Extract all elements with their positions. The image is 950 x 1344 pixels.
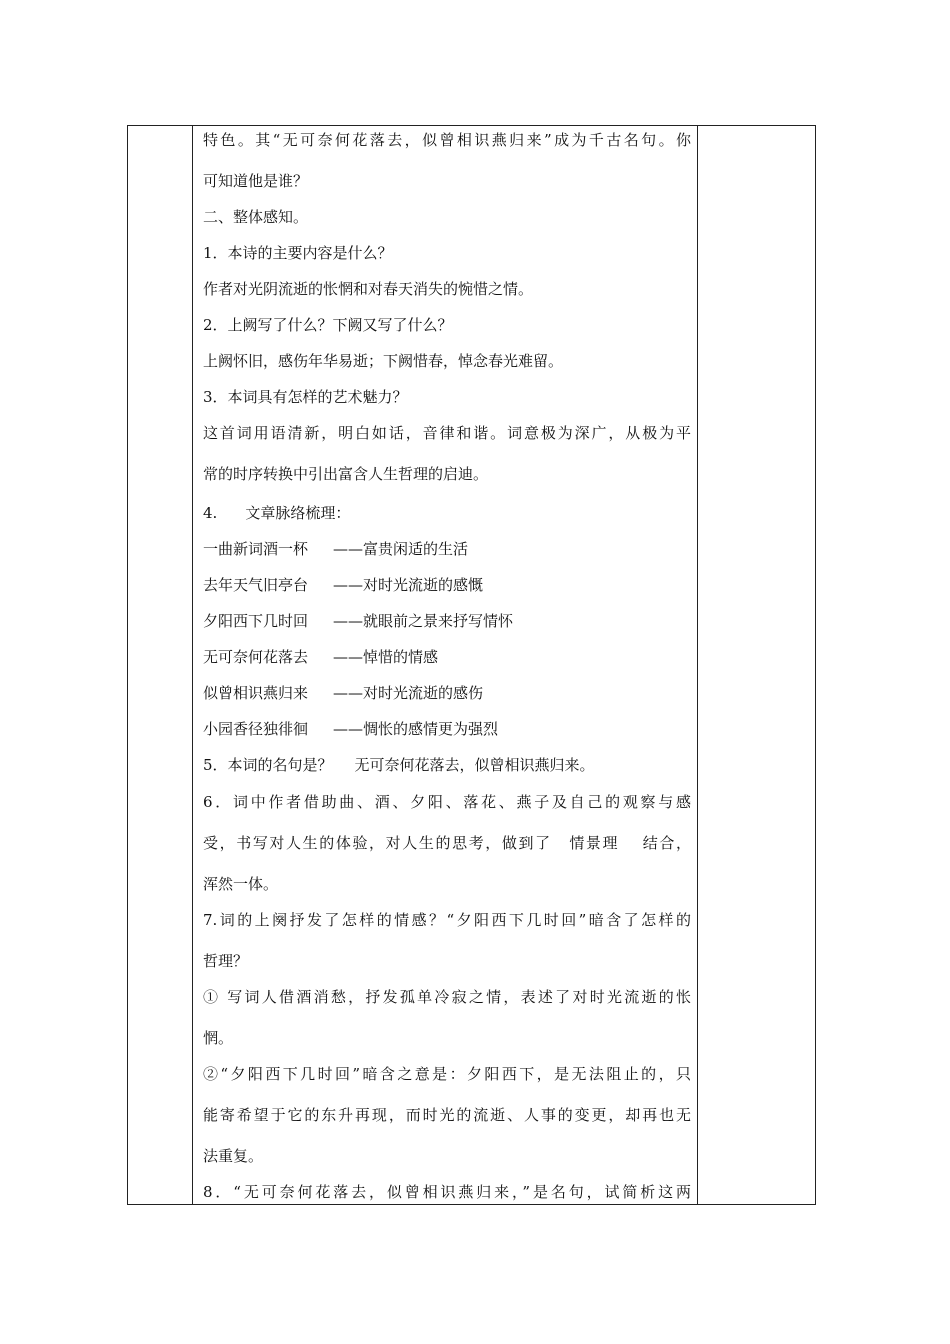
outline-verse: 夕阳西下几时回 [203,612,309,630]
outline-meaning: ——对时光流逝的感慨 [333,576,484,594]
outline-verse: 去年天气旧亭台 [203,576,309,594]
outline-row [203,647,691,667]
outline-verse: 无可奈何花落去 [203,648,309,666]
answer-7-point-1-line-1: ① 写词人借酒消愁，抒发孤单冷寂之情，表述了对时光流逝的怅 [203,988,691,1006]
outline-verse: 小园香径独徘徊 [203,720,309,738]
outline-meaning: ——富贵闲适的生活 [333,540,469,558]
outline-meaning: ——悼惜的情感 [333,648,439,666]
question-1: 1．本诗的主要内容是什么？ [203,244,393,262]
answer-3-line-1: 这首词用语清新，明白如话，音律和谐。词意极为深广，从极为平 [203,424,691,442]
question-6-line-2: 受，书写对人生的体验，对人生的思考，做到了 情景理 结合， [203,834,691,852]
question-5-text: 5．本词的名句是？ [203,756,333,774]
question-4-text: 文章脉络梳理： [245,504,351,522]
section-heading: 二、整体感知。 [203,208,309,226]
lesson-table [127,125,816,1205]
question-3: 3．本词具有怎样的艺术魅力？ [203,388,408,406]
answer-7-point-2-line-3: 法重复。 [203,1147,264,1165]
outline-meaning: ——惆怅的感情更为强烈 [333,720,499,738]
answer-5: 无可奈何花落去，似曾相识燕归来。 [354,756,595,774]
text-line: 可知道他是谁？ [203,172,309,190]
answer-3-line-2: 常的时序转换中引出富含人生哲理的启迪。 [203,465,489,483]
question-5 [203,755,595,775]
outline-verse: 一曲新词酒一杯 [203,540,309,558]
text-line: 特色。其“无可奈何花落去，似曾相识燕归来”成为千古名句。你 [203,131,691,149]
answer-1: 作者对光阴流逝的怅惘和对春天消失的惋惜之情。 [203,280,534,298]
outline-meaning: ——对时光流逝的感伤 [333,684,484,702]
outline-verse: 似曾相识燕归来 [203,684,309,702]
outline-row [203,539,691,559]
question-2: 2．上阙写了什么？下阙又写了什么？ [203,316,453,334]
answer-7-point-1-line-2: 惘。 [203,1029,234,1047]
question-6-line-1: 6．词中作者借助曲、酒、夕阳、落花、燕子及自己的观察与感 [203,793,691,811]
blank-answer: 情景理 [567,834,620,852]
outline-row [203,611,691,631]
question-8-line-1: 8．“无可奈何花落去，似曾相识燕归来，”是名句，试简析这两 [203,1183,691,1201]
question-7-line-1: 7.词的上阕抒发了怎样的情感？“夕阳西下几时回”暗含了怎样的 [203,911,691,929]
question-7-line-2: 哲理？ [203,952,249,970]
outline-row [203,719,691,739]
outline-row [203,575,691,595]
answer-7-point-2-line-1: ②“夕阳西下几时回”暗含之意是：夕阳西下，是无法阻止的，只 [203,1065,691,1083]
outline-row [203,683,691,703]
question-4-number: 4. [203,504,218,522]
answer-2: 上阙怀旧，感伤年华易逝；下阙惜春，悼念春光难留。 [203,352,564,370]
outline-meaning: ——就眼前之景来抒写情怀 [333,612,514,630]
column-divider-left [192,126,193,1204]
answer-7-point-2-line-2: 能寄希望于它的东升再现，而时光的流逝、人事的变更，却再也无 [203,1106,691,1124]
question-4 [203,503,350,523]
question-6-line-3: 浑然一体。 [203,875,279,893]
column-divider-right [697,126,698,1204]
